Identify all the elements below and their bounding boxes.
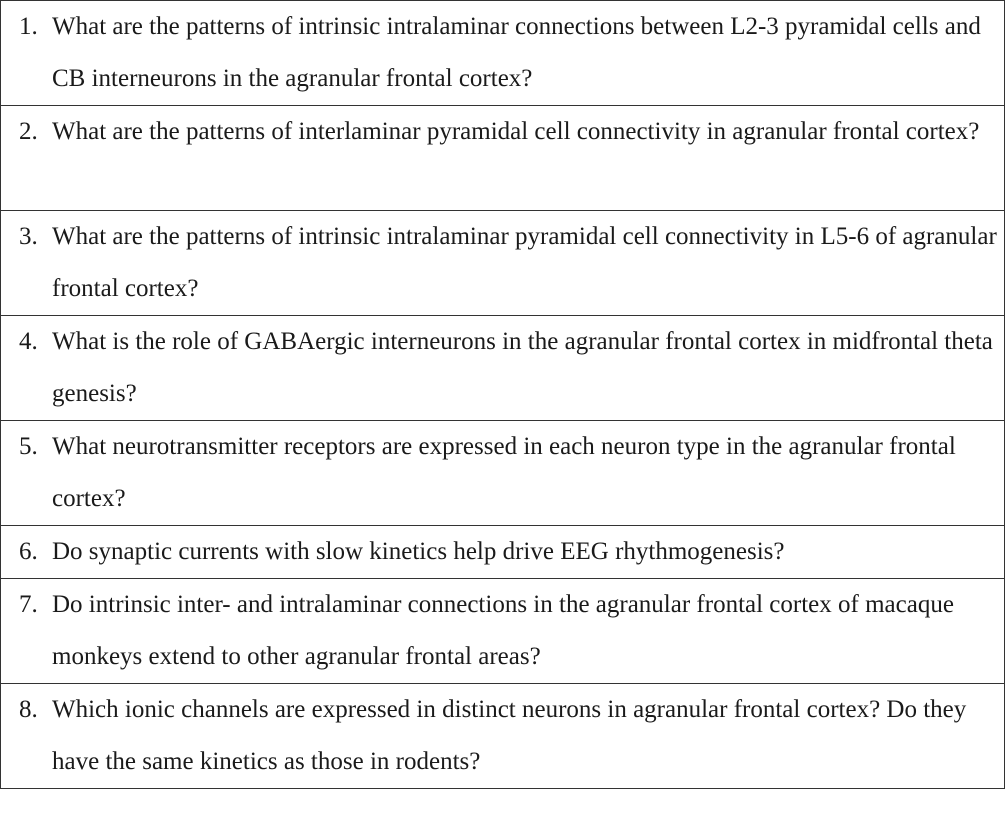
question-number: 4. (19, 328, 38, 355)
question-number: 5. (19, 433, 38, 460)
question-number: 1. (19, 13, 38, 40)
question-text: What is the role of GABAergic interneurons in the agranular frontal cortex in midfrontal theta genesis? (52, 328, 993, 407)
question-row (1, 684, 1004, 789)
question-row (1, 211, 1004, 316)
question-text: What are the patterns of intrinsic intralaminar connections between L2-3 pyramidal cells and CB interneurons in the agranular frontal cortex? (52, 13, 981, 92)
question-row (1, 316, 1004, 421)
question-text: What are the patterns of intrinsic intralaminar pyramidal cell connectivity in L5-6 of agranular frontal cortex? (52, 223, 997, 302)
question-number: 2. (19, 118, 38, 145)
question-text: What neurotransmitter receptors are expressed in each neuron type in the agranular frontal cortex? (52, 433, 956, 512)
question-text: What are the patterns of interlaminar pyramidal cell connectivity in agranular frontal cortex? (52, 118, 980, 145)
question-row (1, 526, 1004, 579)
question-row (1, 106, 1004, 211)
question-number: 6. (19, 538, 38, 565)
question-text: Do intrinsic inter- and intralaminar connections in the agranular frontal cortex of macaque monkeys extend to other agranular frontal areas? (52, 591, 954, 670)
question-row (1, 421, 1004, 526)
question-number: 7. (19, 591, 38, 618)
question-row (1, 579, 1004, 684)
question-number: 8. (19, 696, 38, 723)
question-text: Which ionic channels are expressed in distinct neurons in agranular frontal cortex? Do they have the same kinetics as those in rodents? (52, 696, 967, 775)
question-number: 3. (19, 223, 38, 250)
question-row (1, 1, 1004, 106)
question-text: Do synaptic currents with slow kinetics help drive EEG rhythmogenesis? (52, 538, 785, 565)
